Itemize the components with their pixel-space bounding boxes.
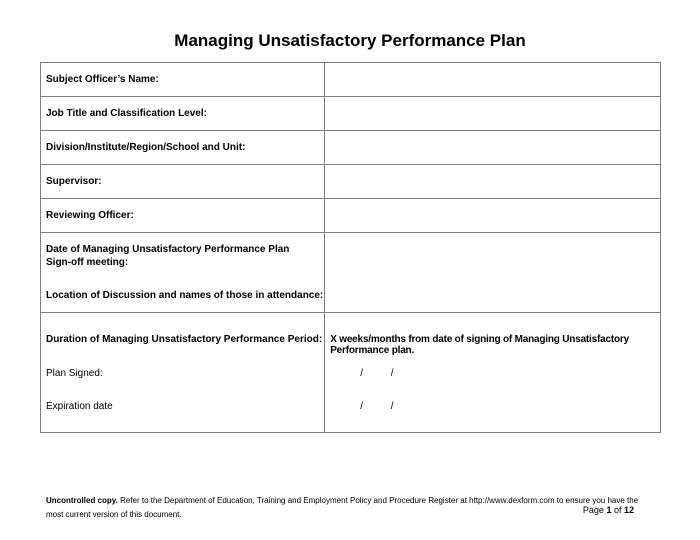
page-of: of (611, 505, 624, 515)
form-row-supervisor (41, 165, 661, 199)
page-prefix: Page (582, 505, 607, 515)
form-row-job-title (41, 97, 661, 131)
page-number (583, 505, 634, 515)
document-title: Managing Unsatisfactory Performance Plan (174, 31, 526, 50)
form-row-division (41, 131, 661, 165)
expiration-date-label: Expiration date (46, 401, 113, 412)
performance-plan-form (40, 62, 661, 433)
division-field[interactable] (325, 131, 661, 165)
duration-value[interactable]: X weeks/months from date of signing of Managing Unsatisfactory Performance plan. (330, 334, 629, 356)
signoff-date-label: Date of Managing Unsatisfactory Performance Plan Sign-off meeting: (46, 244, 290, 268)
signoff-label-cell (41, 233, 325, 313)
form-row-signoff (41, 233, 661, 313)
officer-name-label: Subject Officer’s Name: (41, 63, 325, 97)
discussion-location-label: Location of Discussion and names of those in attendance: (46, 290, 324, 301)
page-total: 12 (623, 505, 634, 515)
expiration-date-field[interactable]: / / (360, 401, 394, 412)
form-row-duration (41, 313, 661, 433)
job-title-field[interactable] (325, 97, 661, 131)
duration-value-cell (325, 313, 661, 433)
division-label: Division/Institute/Region/School and Unit: (41, 131, 325, 165)
officer-name-field[interactable] (325, 63, 661, 97)
supervisor-field[interactable] (325, 165, 661, 199)
form-row-reviewing-officer (41, 199, 661, 233)
page-current: 1 (606, 505, 612, 515)
reviewing-officer-label: Reviewing Officer: (41, 199, 325, 233)
job-title-label: Job Title and Classification Level: (41, 97, 325, 131)
plan-signed-date-field[interactable]: / / (360, 368, 394, 379)
duration-label: Duration of Managing Unsatisfactory Performance Period: (46, 334, 323, 345)
signoff-field[interactable] (325, 233, 661, 313)
plan-signed-label: Plan Signed: (46, 368, 103, 379)
duration-label-cell (41, 313, 325, 433)
uncontrolled-copy-label: Uncontrolled copy. (46, 496, 118, 505)
reviewing-officer-field[interactable] (325, 199, 661, 233)
footer-disclaimer (46, 494, 646, 522)
footer-text: Refer to the Department of Education, Training and Employment Policy and Procedure Register at http://www.dexform.com to ensure you have the most current version of this document. (46, 496, 639, 519)
form-row-officer-name (41, 63, 661, 97)
supervisor-label: Supervisor: (41, 165, 325, 199)
